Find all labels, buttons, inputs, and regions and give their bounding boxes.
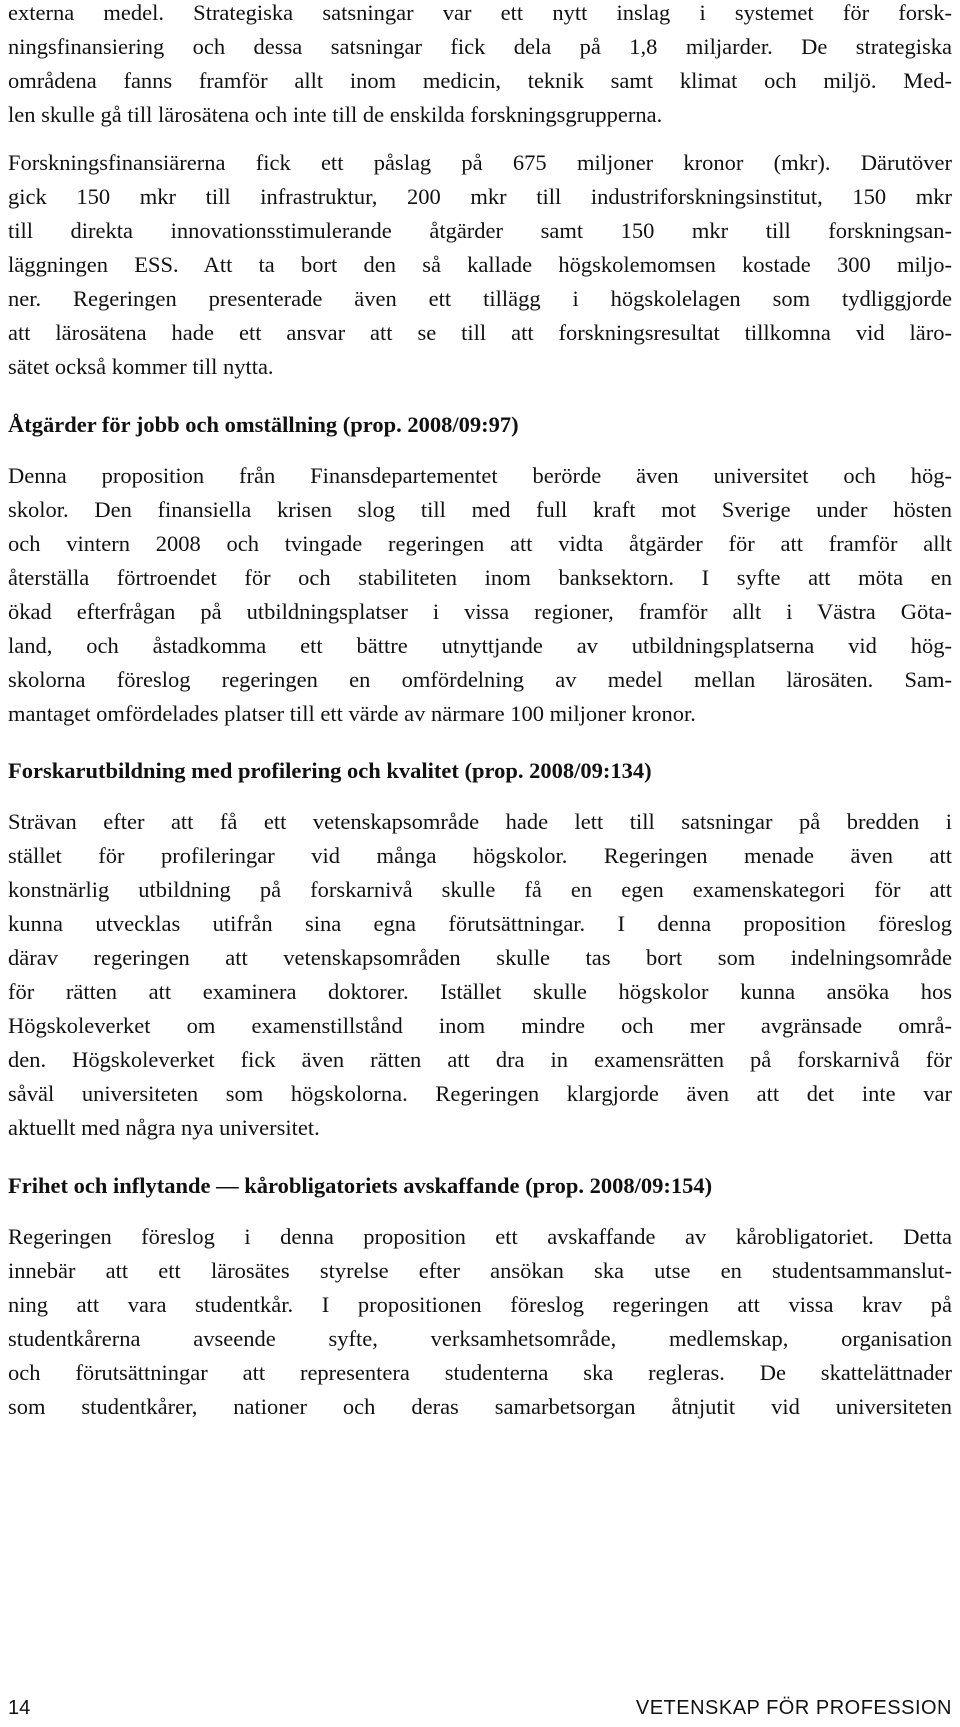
text-line: för rätten att examinera doktorer. Istället skulle högskolor kunna ansöka hos xyxy=(8,979,952,1004)
text-line: Strävan efter att få ett vetenskapsområde hade lett till satsningar på bredden i xyxy=(8,809,952,834)
text-line: Forskningsfinansiärerna fick ett påslag på 675 miljoner kronor (mkr). Därutöver xyxy=(8,150,952,175)
text-line: och vintern 2008 och tvingade regeringen att vidta åtgärder för att framför allt xyxy=(8,531,952,556)
text-line: gick 150 mkr till infrastruktur, 200 mkr till industriforskningsinstitut, 150 mkr xyxy=(8,184,952,209)
text-line: den. Högskoleverket fick även rätten att dra in examensrätten på forskarnivå för xyxy=(8,1047,952,1072)
text-line: Denna proposition från Finansdepartementet berörde även universitet och hög- xyxy=(8,463,952,488)
text-line: aktuellt med några nya universitet. xyxy=(8,1115,320,1140)
section-heading: Forskarutbildning med profilering och kvalitet (prop. 2008/09:134) xyxy=(8,758,652,783)
text-line: till direkta innovationsstimulerande åtgärder samt 150 mkr till forskningsan- xyxy=(8,218,952,243)
text-line: konstnärlig utbildning på forskarnivå skulle få en egen examenskategori för att xyxy=(8,877,952,902)
text-line: land, och åstadkomma ett bättre utnyttjande av utbildningsplatserna vid hög- xyxy=(8,633,952,658)
text-line: externa medel. Strategiska satsningar var ett nytt inslag i systemet för forsk- xyxy=(8,0,952,25)
text-line: len skulle gå till lärosätena och inte till de enskilda forskningsgrupperna. xyxy=(8,102,663,127)
text-line: ning att vara studentkår. I propositionen föreslog regeringen att vissa krav på xyxy=(8,1292,952,1317)
text-line: skolor. Den finansiella krisen slog till med full kraft mot Sverige under hösten xyxy=(8,497,952,522)
text-line: stället för profileringar vid många högskolor. Regeringen menade även att xyxy=(8,843,952,868)
running-title: VETENSKAP FÖR PROFESSION xyxy=(635,1697,952,1719)
text-line: ökad efterfrågan på utbildningsplatser i vissa regioner, framför allt i Västra Göta- xyxy=(8,599,952,624)
page-number: 14 xyxy=(8,1697,31,1719)
text-line: skolorna föreslog regeringen en omfördelning av medel mellan lärosäten. Sam- xyxy=(8,667,952,692)
section-heading: Frihet och inflytande — kårobligatoriets avskaffande (prop. 2008/09:154) xyxy=(8,1173,713,1198)
text-line: och förutsättningar att representera studenterna ska regleras. De skattelättnader xyxy=(8,1360,952,1385)
text-line: ner. Regeringen presenterade även ett tillägg i högskolelagen som tydliggjorde xyxy=(8,286,952,311)
text-line: mantaget omfördelades platser till ett värde av närmare 100 miljoner kronor. xyxy=(8,701,696,726)
text-line: områdena fanns framför allt inom medicin, teknik samt klimat och miljö. Med- xyxy=(8,68,952,93)
text-line: Regeringen föreslog i denna proposition ett avskaffande av kårobligatoriet. Detta xyxy=(8,1224,952,1249)
text-line: kunna utvecklas utifrån sina egna förutsättningar. I denna proposition föreslog xyxy=(8,911,952,936)
text-line: ningsfinansiering och dessa satsningar fick dela på 1,8 miljarder. De strategiska xyxy=(8,34,952,59)
section-heading: Åtgärder för jobb och omställning (prop. 2008/09:97) xyxy=(8,412,519,437)
text-line: Högskoleverket om examenstillstånd inom mindre och mer avgränsade områ- xyxy=(8,1013,952,1038)
text-line: såväl universiteten som högskolorna. Regeringen klargjorde även att det inte var xyxy=(8,1081,952,1106)
text-line: återställa förtroendet för och stabiliteten inom banksektorn. I syfte att möta en xyxy=(8,565,952,590)
text-line: studentkårerna avseende syfte, verksamhetsområde, medlemskap, organisation xyxy=(8,1326,952,1351)
text-line: som studentkårer, nationer och deras samarbetsorgan åtnjutit vid universiteten xyxy=(8,1394,952,1419)
text-line: innebär att ett lärosätes styrelse efter ansökan ska utse en studentsammanslut- xyxy=(8,1258,952,1283)
text-line: läggningen ESS. Att ta bort den så kallade högskolemomsen kostade 300 miljo- xyxy=(8,252,952,277)
text-line: sätet också kommer till nytta. xyxy=(8,354,274,379)
text-line: att lärosätena hade ett ansvar att se till att forskningsresultat tillkomna vid läro- xyxy=(8,320,952,345)
text-line: därav regeringen att vetenskapsområden skulle tas bort som indelningsområde xyxy=(8,945,952,970)
